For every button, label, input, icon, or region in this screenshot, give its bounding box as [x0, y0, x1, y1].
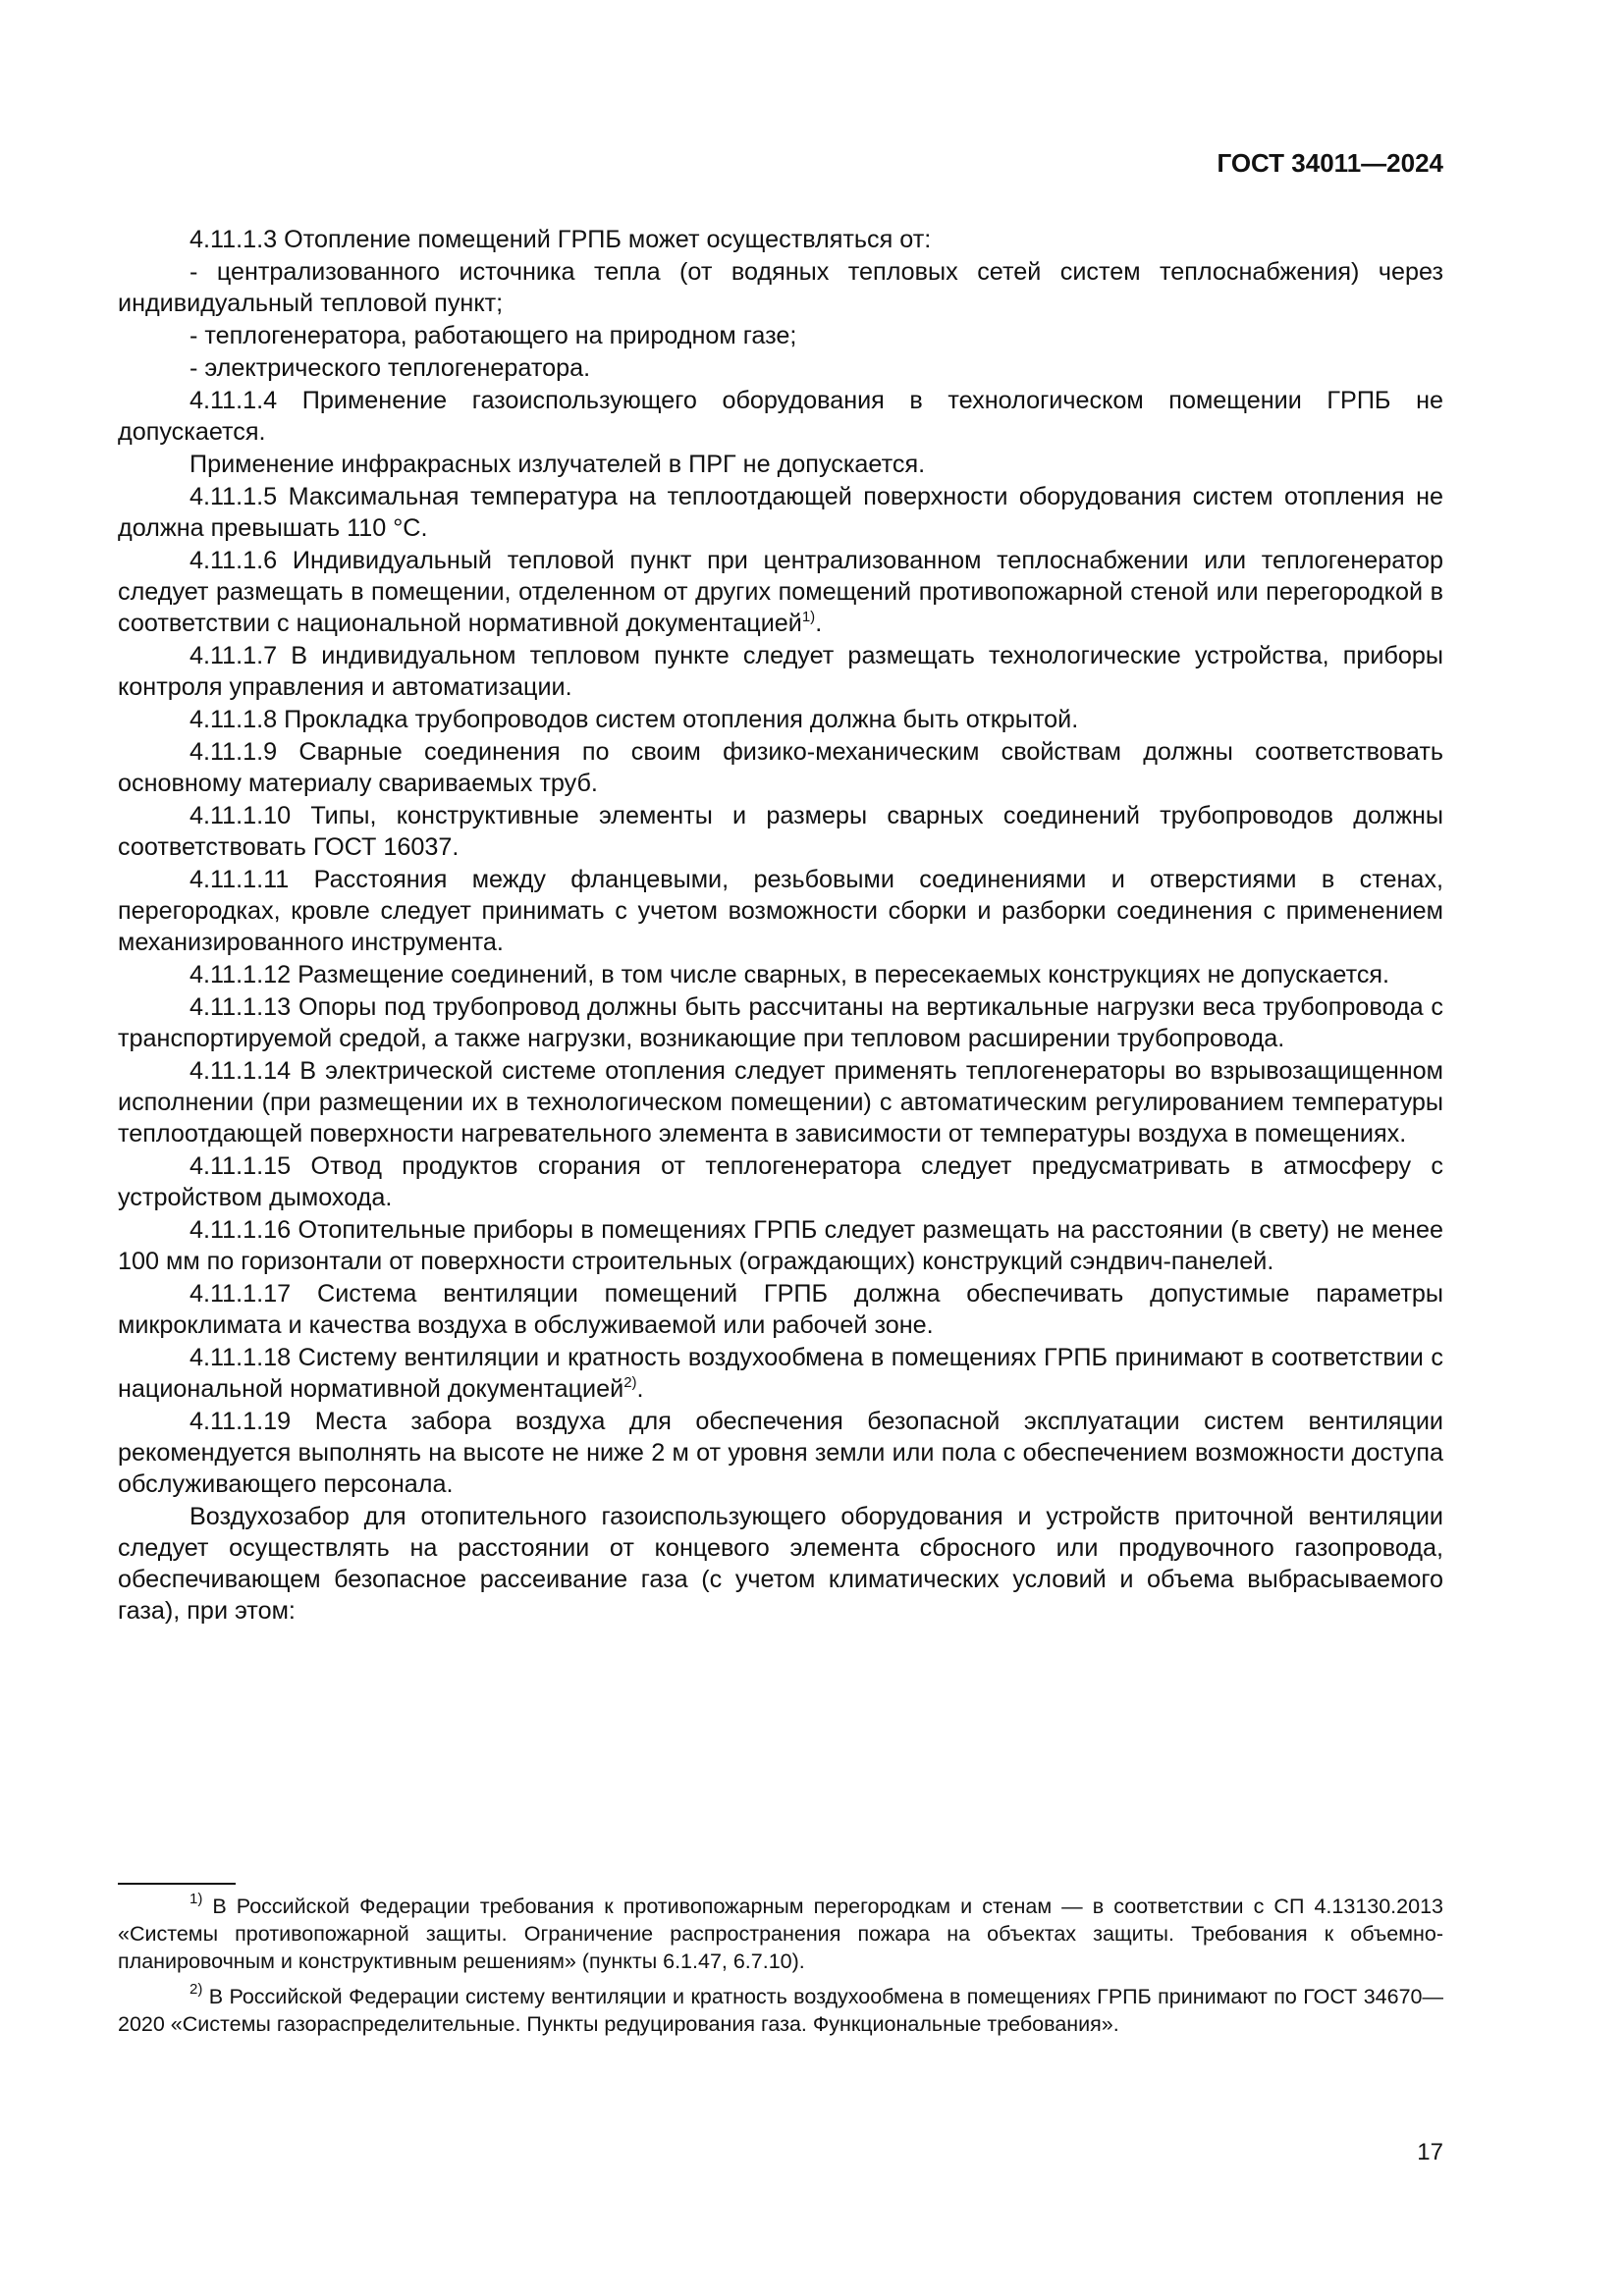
page-number: 17 [1417, 2139, 1443, 2165]
list-item: - централизованного источника тепла (от водяных тепловых сетей систем теплоснабжения) через индивидуальный тепловой пункт; [118, 258, 1443, 317]
paragraph: 4.11.1.13 Опоры под трубопровод должны быть рассчитаны на вертикальные нагрузки веса трубопровода с транспортируемой средой, а также нагрузки, возникающие при тепловом расширении трубопровода. [118, 993, 1443, 1052]
paragraph: 4.11.1.10 Типы, конструктивные элементы и размеры сварных соединений трубопроводов должны соответствовать ГОСТ 16037. [118, 802, 1443, 861]
paragraph: 4.11.1.9 Сварные соединения по своим физико-механическим свойствам должны соответствовать основному материалу свариваемых труб. [118, 738, 1443, 797]
paragraph: 4.11.1.14 В электрической системе отопления следует применять теплогенераторы во взрывозащищенном исполнении (при размещении их в технологическом помещении) с автоматическим регулированием температуры теплоотдающей поверхности нагревательного элемента в зависимости от температуры воздуха в помещениях. [118, 1057, 1443, 1148]
footnote-text: В Российской Федерации требования к противопожарным перегородкам и стенам — в соответствии с СП 4.13130.2013 «Системы противопожарной защиты. Ограничение распространения пожара на объектах защиты. Требования к объемно-планировочным и конструктивным решениям» (пункты 6.1.47, 6.7.10). [118, 1895, 1443, 1973]
paragraph: 4.11.1.16 Отопительные приборы в помещениях ГРПБ следует размещать на расстоянии (в свету) не менее 100 мм по горизонтали от поверхности строительных (ограждающих) конструкций сэндвич-панелей. [118, 1216, 1443, 1275]
footnote-1 [118, 1893, 1443, 1975]
paragraph: 4.11.1.19 Места забора воздуха для обеспечения безопасной эксплуатации систем вентиляции рекомендуется выполнять на высоте не ниже 2 м от уровня земли или пола с обеспечением возможности доступа обслуживающего персонала. [118, 1408, 1443, 1498]
paragraph: Воздухозабор для отопительного газоиспользующего оборудования и устройств приточной вентиляции следует осуществлять на расстоянии от концевого элемента сбросного или продувочного газопровода, обеспечивающем безопасное рассеивание газа (с учетом климатических условий и объема выбрасываемого газа), при этом: [118, 1503, 1443, 1625]
paragraph-end: . [815, 610, 823, 637]
footnote-divider [118, 1883, 236, 1885]
document-header: ГОСТ 34011—2024 [1217, 148, 1443, 178]
paragraph: 4.11.1.5 Максимальная температура на теплоотдающей поверхности оборудования систем отопления не должна превышать 110 °C. [118, 483, 1443, 542]
paragraph: 4.11.1.15 Отвод продуктов сгорания от теплогенератора следует предусматривать в атмосферу с устройством дымохода. [118, 1152, 1443, 1211]
paragraph [118, 1342, 1443, 1405]
paragraph: Применение инфракрасных излучателей в ПРГ не допускается. [189, 451, 926, 478]
paragraph: 4.11.1.12 Размещение соединений, в том числе сварных, в пересекаемых конструкциях не допускается. [189, 961, 1390, 988]
footnotes [118, 1893, 1443, 2046]
paragraph: 4.11.1.7 В индивидуальном тепловом пункте следует размещать технологические устройства, приборы контроля управления и автоматизации. [118, 642, 1443, 701]
footnote-ref-1[interactable]: 1) [801, 609, 816, 625]
paragraph: 4.11.1.11 Расстояния между фланцевыми, резьбовыми соединениями и отверстиями в стенах, перегородках, кровле следует принимать с учетом возможности сборки и разборки соединения с применением механизированного инструмента. [118, 866, 1443, 956]
list-item: - электрического теплогенератора. [189, 354, 591, 382]
paragraph [118, 545, 1443, 639]
paragraph-text: 4.11.1.18 Систему вентиляции и кратность воздухообмена в помещениях ГРПБ принимают в соответствии с национальной нормативной документацией [118, 1344, 1443, 1403]
footnote-text: В Российской Федерации систему вентиляции и кратность воздухообмена в помещениях ГРПБ принимают по ГОСТ 34670—2020 «Системы газораспределительные. Пункты редуцирования газа. Функциональные требования». [118, 1985, 1443, 2036]
paragraph: 4.11.1.17 Система вентиляции помещений ГРПБ должна обеспечивать допустимые параметры микроклимата и качества воздуха в обслуживаемой или рабочей зоне. [118, 1280, 1443, 1339]
paragraph: 4.11.1.3 Отопление помещений ГРПБ может осуществляться от: [189, 226, 932, 253]
footnote-marker: 2) [189, 1981, 203, 1998]
footnote-marker: 1) [189, 1891, 203, 1907]
footnote-2 [118, 1983, 1443, 2038]
paragraph-end: . [636, 1375, 644, 1403]
body-text [118, 224, 1443, 1628]
paragraph: 4.11.1.4 Применение газоиспользующего оборудования в технологическом помещении ГРПБ не допускается. [118, 387, 1443, 446]
paragraph: 4.11.1.8 Прокладка трубопроводов систем отопления должна быть открытой. [189, 706, 1079, 733]
list-item: - теплогенератора, работающего на природном газе; [189, 322, 797, 349]
paragraph-text: 4.11.1.6 Индивидуальный тепловой пункт при централизованном теплоснабжении или теплогенератор следует размещать в помещении, отделенном от других помещений противопожарной стеной или перегородкой в соответствии с национальной нормативной документацией [118, 547, 1443, 637]
footnote-ref-2[interactable]: 2) [623, 1374, 637, 1391]
